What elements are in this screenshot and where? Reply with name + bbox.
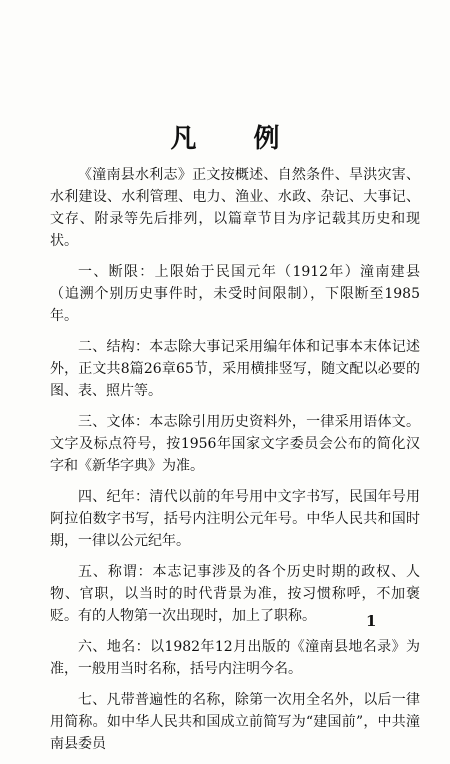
document-body [50, 164, 420, 764]
paragraph-chronology: 四、纪年：清代以前的年号用中文字书写，民国年号用阿拉伯数字书写，括号内注明公元年号。中华人民共和国时期，一律以公元纪年。 [50, 489, 420, 549]
paragraph-style: 三、文体：本志除引用历史资料外，一律采用语体文。文字及标点符号，按1956年国家文字委员会公布的简化汉字和《新华字典》为准。 [50, 414, 420, 474]
page-title: 凡 例 [170, 124, 304, 154]
paragraph-structure: 二、结构：本志除大事记采用编年体和记事本末体记述外，正文共8篇26章65节，采用横排竖写，随文配以必要的图、表、照片等。 [50, 339, 420, 399]
paragraph-abbreviations: 七、凡带普遍性的名称，除第一次用全名外，以后一律用简称。如中华人民共和国成立前简写为“建国前”，中共潼南县委员 [50, 692, 420, 752]
paragraph-time-limits: 一、断限：上限始于民国元年（1912年）潼南建县（追溯个别历史事件时，未受时间限制），下限断至1985年。 [50, 264, 420, 324]
paragraph-place-names: 六、地名：以1982年12月出版的《潼南县地名录》为准，一般用当时名称，括号内注明今名。 [50, 639, 420, 677]
page-number: 1 [366, 612, 377, 630]
paragraph-intro: 《潼南县水利志》正文按概述、自然条件、旱洪灾害、水利建设、水利管理、电力、渔业、水政、杂记、大事记、文存、附录等先后排列，以篇章节目为序记载其历史和现状。 [50, 167, 420, 249]
paragraph-titles: 五、称谓：本志记事涉及的各个历史时期的政权、人物、官职，以当时的时代背景为准，按习惯称呼，不加褒贬。有的人物第一次出现时，加上了职称。 [50, 564, 420, 624]
